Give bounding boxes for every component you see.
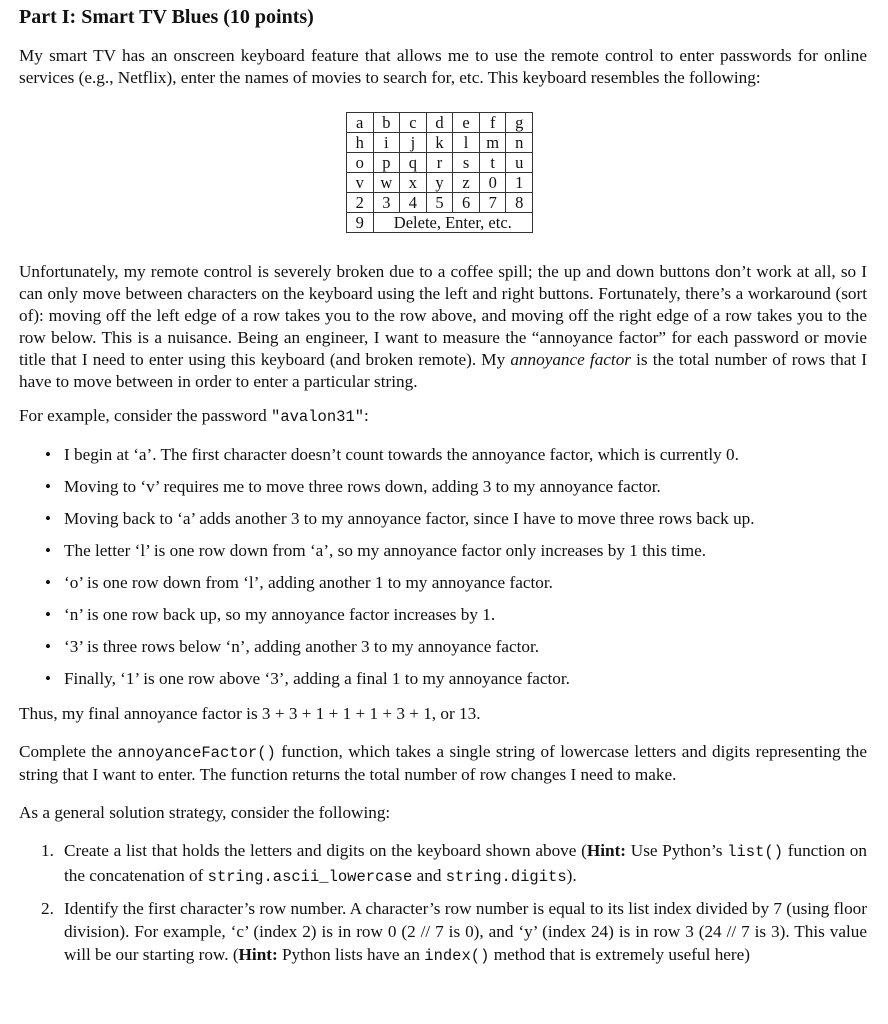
onscreen-keyboard-table xyxy=(346,112,533,233)
keyboard-row xyxy=(346,193,532,213)
keyboard-key: l xyxy=(453,133,480,153)
keyboard-key: 8 xyxy=(506,193,533,213)
complete-function-paragraph xyxy=(19,741,867,786)
keyboard-key: i xyxy=(373,133,400,153)
example-step-item: • Moving to ‘v’ requires me to move three rows down, adding 3 to my annoyance factor. xyxy=(19,476,867,508)
annoyance-factor-term: annoyance factor xyxy=(510,350,631,369)
example-step-item: • I begin at ‘a’. The first character doesn’t count towards the annoyance factor, which is currently 0. xyxy=(19,444,867,476)
keyboard-row xyxy=(346,153,532,173)
final-factor-text: Thus, my final annoyance factor is 3 + 3 + 1 + 1 + 1 + 3 + 1, or 13. xyxy=(19,704,481,723)
strategy-steps-list xyxy=(19,839,867,968)
keyboard-key: n xyxy=(506,133,533,153)
keyboard-figure xyxy=(12,112,867,233)
keyboard-key: 5 xyxy=(426,193,453,213)
keyboard-key: v xyxy=(346,173,373,193)
document-page xyxy=(19,0,867,968)
keyboard-key: u xyxy=(506,153,533,173)
example-step-item: • The letter ‘l’ is one row down from ‘a’, so my annoyance factor only increases by 1 this time. xyxy=(19,540,867,572)
example-step-item: • Moving back to ‘a’ adds another 3 to my annoyance factor, since I have to move three rows back up. xyxy=(19,508,867,540)
keyboard-row xyxy=(346,173,532,193)
keyboard-key: y xyxy=(426,173,453,193)
keyboard-key: d xyxy=(426,113,453,133)
example-step-item: • Finally, ‘1’ is one row above ‘3’, adding a final 1 to my annoyance factor. xyxy=(19,668,867,700)
paragraph-text-part1: Unfortunately, my remote control is severely broken due to a coffee spill; the up and down buttons don’t work at all, so I can only move between characters on the keyboard using the left and right buttons. Fortunately, there’s a workaround (sort of): moving off the left edge of a row takes you to the row above, and moving off the right edge of a row takes you to the row below. This is a nuisance. Being an engineer, I want to measure the “annoyance factor” for each password or movie title that I need to enter using this keyboard (and broken remote). My xyxy=(19,262,867,369)
keyboard-key: x xyxy=(400,173,427,193)
strategy-intro: As a general solution strategy, consider the following: xyxy=(19,803,391,822)
keyboard-key: g xyxy=(506,113,533,133)
step1-text-d: and xyxy=(412,866,446,885)
step2-text-a: Identify the first character’s row number. A character’s row number is equal to its list index divided by 7 (using floor division). For example, ‘c’ (index 2) is in row 0 (2 // 7 is 0), and ‘y’ (index 24) is in row 3 (24 // 7 is 3). This value will be our starting row. ( xyxy=(64,899,867,964)
keyboard-key: 7 xyxy=(479,193,506,213)
keyboard-key: 9 xyxy=(346,213,373,233)
section-title: Part I: Smart TV Blues (10 points) xyxy=(19,6,314,28)
example-colon: : xyxy=(364,406,369,425)
broken-remote-paragraph xyxy=(19,261,867,393)
example-step-item: • ‘n’ is one row back up, so my annoyance factor increases by 1. xyxy=(19,604,867,636)
keyboard-key: 3 xyxy=(373,193,400,213)
example-intro-text: For example, consider the password xyxy=(19,406,272,425)
keyboard-row xyxy=(346,113,532,133)
strategy-step-2 xyxy=(19,897,867,968)
keyboard-key: b xyxy=(373,113,400,133)
keyboard-key: m xyxy=(479,133,506,153)
keyboard-key: a xyxy=(346,113,373,133)
example-intro xyxy=(19,405,867,428)
keyboard-key: 4 xyxy=(400,193,427,213)
code-digits: string.digits xyxy=(445,868,567,886)
paragraph-text-part2: is the total number of rows that I have to move between in order to enter a particular string. xyxy=(19,350,867,391)
keyboard-key: 2 xyxy=(346,193,373,213)
example-step-item: • ‘o’ is one row down from ‘l’, adding another 1 to my annoyance factor. xyxy=(19,572,867,604)
keyboard-key: e xyxy=(453,113,480,133)
step1-text-c: function on the concatenation of xyxy=(64,841,867,885)
example-step-item: • ‘3’ is three rows below ‘n’, adding another 3 to my annoyance factor. xyxy=(19,636,867,668)
step1-text-a: Create a list that holds the letters and digits on the keyboard shown above ( xyxy=(64,841,587,860)
keyboard-row xyxy=(346,133,532,153)
function-name-code: annoyanceFactor() xyxy=(117,744,276,762)
keyboard-key: j xyxy=(400,133,427,153)
keyboard-key: s xyxy=(453,153,480,173)
keyboard-key: k xyxy=(426,133,453,153)
keyboard-key: 1 xyxy=(506,173,533,193)
step1-hint-label: Hint: xyxy=(586,841,627,860)
step2-text-b: Python lists have an xyxy=(277,945,425,964)
step2-text-c: method that is extremely useful here) xyxy=(489,945,750,964)
keyboard-key: o xyxy=(346,153,373,173)
example-steps-list xyxy=(19,444,867,700)
complete-text-part1: Complete the xyxy=(19,742,118,761)
keyboard-key: w xyxy=(373,173,400,193)
step1-text-b: Use Python’s xyxy=(626,841,728,860)
example-password: "avalon31" xyxy=(271,408,365,426)
step-number: 2. xyxy=(41,899,54,918)
strategy-step-1 xyxy=(19,839,867,889)
keyboard-key: r xyxy=(426,153,453,173)
keyboard-control-keys: Delete, Enter, etc. xyxy=(373,213,533,233)
step2-hint-label: Hint: xyxy=(238,945,278,964)
keyboard-key: q xyxy=(400,153,427,173)
keyboard-key: 0 xyxy=(479,173,506,193)
keyboard-key: p xyxy=(373,153,400,173)
keyboard-key: f xyxy=(479,113,506,133)
step-number: 1. xyxy=(41,841,54,860)
keyboard-row xyxy=(346,213,532,233)
step1-text-e: ). xyxy=(566,866,577,885)
intro-paragraph: My smart TV has an onscreen keyboard feature that allows me to use the remote control to enter passwords for online services (e.g., Netflix), enter the names of movies to search for, etc. This keyboard resembles the following: xyxy=(19,46,867,87)
keyboard-key: h xyxy=(346,133,373,153)
code-ascii-lowercase: string.ascii_lowercase xyxy=(207,868,413,886)
keyboard-key: z xyxy=(453,173,480,193)
complete-text-part2: function, which takes a single string of lowercase letters and digits representing the string that I want to enter. The function returns the total number of row changes I need to make. xyxy=(19,742,867,784)
code-list-function: list() xyxy=(727,843,784,861)
code-index-method: index() xyxy=(424,947,490,965)
keyboard-key: t xyxy=(479,153,506,173)
keyboard-key: c xyxy=(400,113,427,133)
keyboard-key: 6 xyxy=(453,193,480,213)
